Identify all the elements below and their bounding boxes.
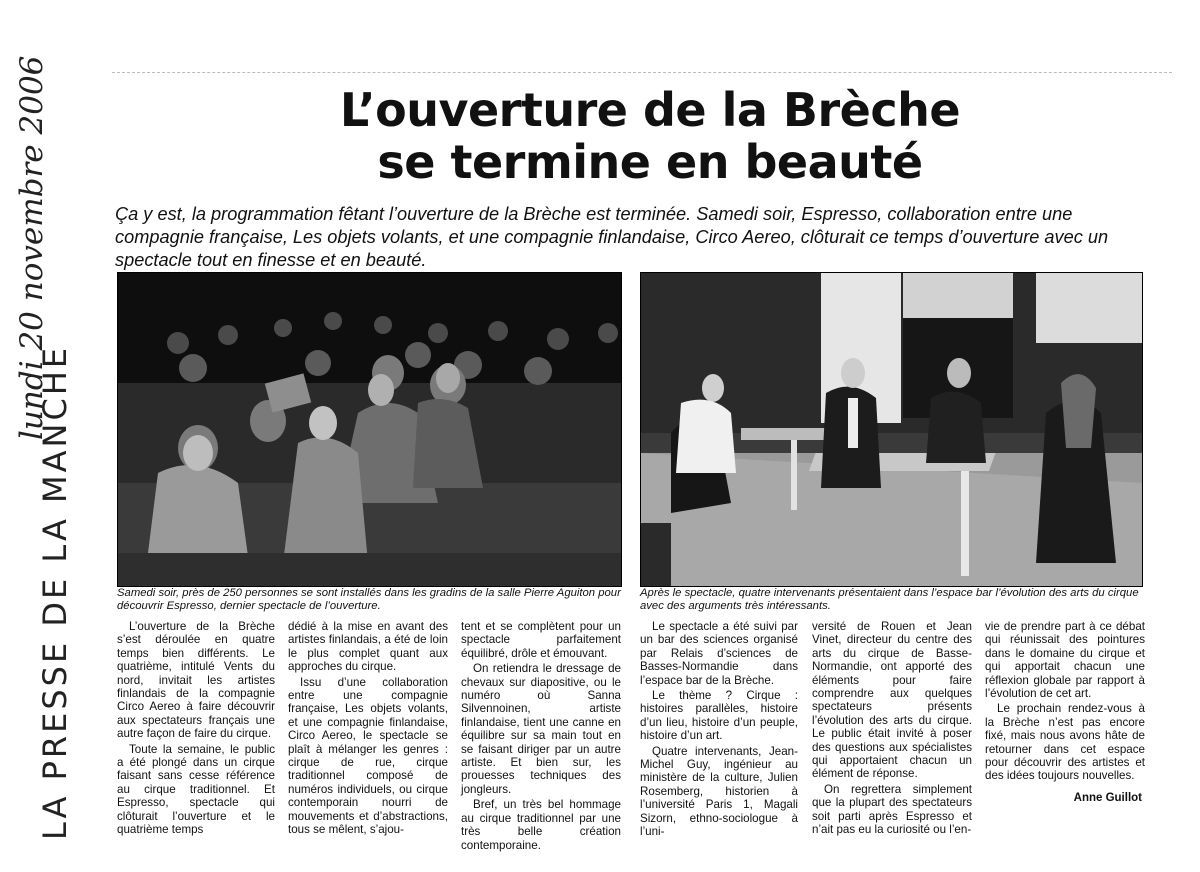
article-column-2 [288, 620, 448, 837]
paragraph: tent et se complètent pour un spectacle parfaitement équilibré, drôle et émouvant. [461, 620, 621, 660]
headline-line-2: se termine en beauté [377, 135, 923, 189]
paragraph: Bref, un très bel hommage au cirque traditionnel par une très belle création contemporaine. [461, 798, 621, 852]
article-column-5 [812, 620, 972, 837]
paragraph: Le spectacle a été suivi par un bar des sciences organisé par Relais d’sciences de Basses-Normandie dans l’espace bar de la Brèche. [640, 620, 798, 687]
paragraph: versité de Rouen et Jean Vinet, directeur du centre des arts du cirque de Basse-Normandie, ont apporté des éléments pour faire comprendre aux quelques spectateurs présents l’évolution des arts du cirque. Le public était invité à poser des questions aux spécialistes qui apportaient chacun un élément de réponse. [812, 620, 972, 781]
paragraph: dédié à la mise en avant des artistes finlandais, a été de loin le plus complet quant aux approches du cirque. [288, 620, 448, 674]
audience-photo-image [118, 273, 621, 586]
article-column-6 [985, 620, 1145, 783]
paragraph: On regrettera simplement que la plupart des spectateurs soit parti après Espresso et n’ait pas eu la curiosité ou l’en- [812, 782, 972, 837]
photo-panel [640, 272, 1143, 587]
paragraph: vie de prendre part à ce débat qui réunissait des pointures dans le domaine du cirque et qui apportait chacun une réflexion globale par rapport à l’évolution de cet art. [985, 620, 1145, 701]
caption-audience: Samedi soir, près de 250 personnes se sont installés dans les gradins de la salle Pierre Aguiton pour découvrir Espresso, dernier spectacle de l’ouverture. [117, 587, 621, 612]
handwritten-date: lundi 20 novembre 2006 [14, 55, 50, 440]
headline [220, 84, 1080, 188]
paragraph: On retiendra le dressage de chevaux sur diapositive, ou le numéro où Sanna Silvennoinen, artiste finlandaise, tient une canne en équilibre sur sa main tout en se faisant diriger par un autre artiste. Et bien sur, les prouesses techniques des jongleurs. [461, 662, 621, 796]
scan-edge [112, 72, 1172, 74]
margin-annotation [0, 0, 110, 872]
article-column-1 [117, 620, 275, 837]
paragraph: Issu d’une collaboration entre une compagnie française, Les objets volants, et une compagnie finlandaise, Circo Aereo, le spectacle se plaît à mélanger les genres : cirque de rue, cirque traditionnel composé de numéros individuels, ou cirque contemporain nourri de mouvements et d’abstractions, tous se mêlent, s’ajou- [288, 675, 448, 837]
author-byline: Anne Guillot [1073, 792, 1142, 804]
headline-line-1: L’ouverture de la Brèche [339, 83, 961, 137]
photo-audience [117, 272, 622, 587]
panel-photo-image [641, 273, 1142, 586]
paragraph: Toute la semaine, le public a été plongé dans un cirque faisant sans cesse référence au cirque traditionnel. Et Espresso, spectacle qui clôturait l’ouverture et le quatrième temps [117, 742, 275, 837]
paragraph: Quatre intervenants, Jean-Michel Guy, ingénieur au ministère de la culture, Julien Rosemberg, historien à l’université Paris 1, Magali Sizorn, ethno-sociologue à l’uni- [640, 744, 798, 839]
article-column-3 [461, 620, 621, 852]
paragraph: Le thème ? Cirque : histoires parallèles, histoire d’un lieu, histoire d’un peuple, histoire d’un art. [640, 689, 798, 743]
article-column-4 [640, 620, 798, 839]
caption-panel: Après le spectacle, quatre intervenants présentaient dans l’espace bar l’évolution des arts du cirque avec des arguments très intéressants. [640, 587, 1139, 612]
lead-paragraph: Ça y est, la programmation fêtant l’ouverture de la Brèche est terminée. Samedi soir, Espresso, collaboration entre une compagnie française, Les objets volants, et une compagnie finlandaise, Circo Aereo, clôturait ce temps d’ouverture avec un spectacle tout en finesse et en beauté. [115, 204, 1109, 270]
paragraph: L’ouverture de la Brèche s’est déroulée en quatre temps bien différents. Le quatrième, intitulé Vents du nord, invitait les artistes finlandais de la compagnie Circo Aereo à faire découvrir aux spectateurs français une autre façon de faire du cirque. [117, 620, 275, 741]
source-stamp: LA PRESSE DE LA MANCHE [36, 344, 74, 840]
paragraph: Le prochain rendez-vous à la Brèche n’est pas encore fixé, mais nous avons hâte de retourner dans cet espace pour découvrir des artistes et des idées toujours nouvelles. [985, 702, 1145, 783]
